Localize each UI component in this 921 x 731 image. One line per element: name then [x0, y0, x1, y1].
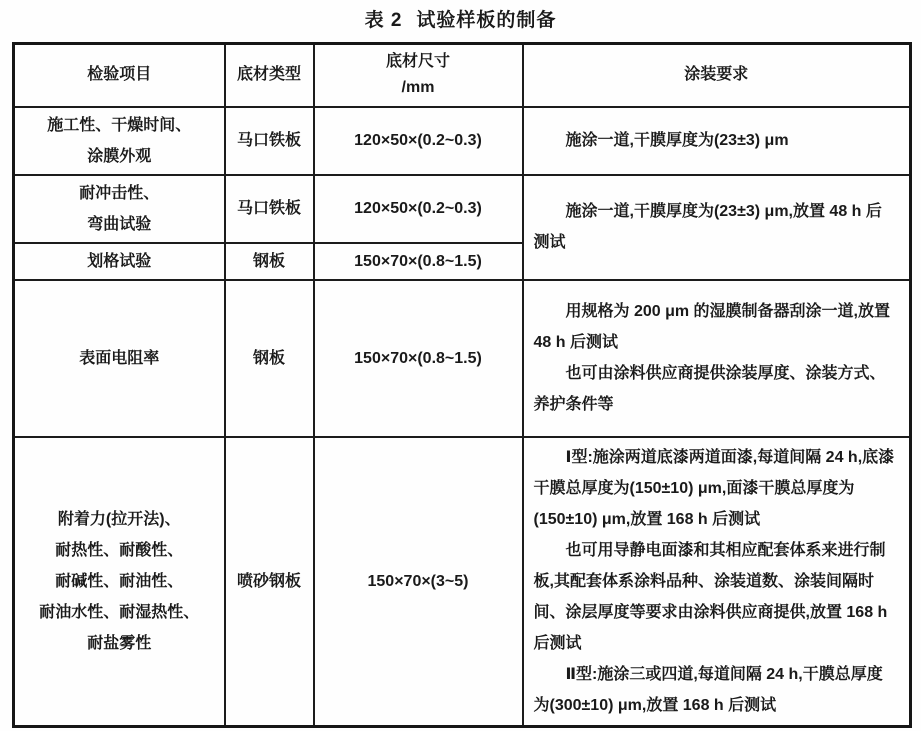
coating-paragraph: Ⅱ型:施涂三或四道,每道间隔 24 h,干膜总厚度为(300±10) μm,放置 168 h 后测试 — [533, 665, 883, 714]
cell-substrate-size: 120×50×(0.2~0.3) — [314, 175, 523, 243]
cell-substrate-size: 150×70×(0.8~1.5) — [314, 243, 523, 280]
table-caption-text: 试验样板的制备 — [416, 10, 557, 31]
cell-substrate-type: 钢板 — [225, 243, 314, 280]
cell-test-item — [14, 175, 225, 243]
cell-substrate-type: 钢板 — [225, 280, 314, 437]
cell-coating-requirement — [523, 437, 911, 727]
header-substrate-size — [314, 44, 523, 107]
coating-paragraph: Ⅰ型:施涂两道底漆两道面漆,每道间隔 24 h,底漆干膜总厚度为(150±10) μm,面漆干膜总厚度为(150±10) μm,放置 168 h 后测试 — [533, 448, 895, 528]
cell-test-item — [14, 107, 225, 175]
cell-coating-requirement-merged — [523, 175, 911, 280]
header-substrate-size-title: 底材尺寸 — [385, 53, 450, 71]
test-item-line: 施工性、干燥时间、 — [47, 116, 192, 134]
table-row-surface-resistivity — [14, 280, 911, 437]
cell-substrate-size: 150×70×(0.8~1.5) — [314, 280, 523, 437]
table-row-adhesion-resistances — [14, 437, 911, 727]
cell-substrate-type: 马口铁板 — [225, 175, 314, 243]
test-item-line: 附着力(拉开法)、 — [57, 510, 181, 528]
test-panel-preparation-table — [12, 42, 912, 728]
header-coating-requirement: 涂装要求 — [523, 44, 911, 107]
header-test-item: 检验项目 — [14, 44, 225, 107]
header-substrate-size-unit: /mm — [401, 79, 435, 97]
test-item-line: 耐热性、耐酸性、 — [55, 541, 184, 559]
cell-test-item: 划格试验 — [14, 243, 225, 280]
cell-coating-requirement — [523, 107, 911, 175]
table-row-impact-bend — [14, 175, 911, 243]
table-header-row — [14, 44, 911, 107]
cell-substrate-type: 马口铁板 — [225, 107, 314, 175]
cell-coating-requirement — [523, 280, 911, 437]
cell-substrate-type: 喷砂钢板 — [225, 437, 314, 727]
cell-substrate-size: 120×50×(0.2~0.3) — [314, 107, 523, 175]
table-row-workability — [14, 107, 911, 175]
coating-paragraph: 用规格为 200 μm 的湿膜制备器刮涂一道,放置 48 h 后测试 — [533, 303, 890, 351]
test-item-line: 耐盐雾性 — [87, 634, 152, 652]
table-caption-number: 表 2 — [364, 10, 403, 31]
test-item-line: 涂膜外观 — [87, 147, 152, 165]
coating-paragraph: 施涂一道,干膜厚度为(23±3) μm — [565, 132, 789, 149]
test-item-line: 耐冲击性、 — [79, 184, 160, 202]
test-item-line: 耐碱性、耐油性、 — [55, 572, 184, 590]
cell-test-item — [14, 437, 225, 727]
coating-paragraph: 也可由涂料供应商提供涂装厚度、涂装方式、养护条件等 — [533, 365, 886, 413]
table-caption — [0, 9, 921, 33]
test-item-line: 耐油水性、耐湿热性、 — [39, 603, 200, 621]
coating-paragraph: 也可用导静电面漆和其相应配套体系来进行制板,其配套体系涂料品种、涂装道数、涂装间隔时间、涂层厚度等要求由涂料供应商提供,放置 168 h 后测试 — [533, 541, 888, 652]
header-substrate-type: 底材类型 — [225, 44, 314, 107]
cell-test-item: 表面电阻率 — [14, 280, 225, 437]
test-item-line: 弯曲试验 — [87, 215, 152, 233]
coating-paragraph: 施涂一道,干膜厚度为(23±3) μm,放置 48 h 后测试 — [533, 203, 882, 251]
cell-substrate-size: 150×70×(3~5) — [314, 437, 523, 727]
